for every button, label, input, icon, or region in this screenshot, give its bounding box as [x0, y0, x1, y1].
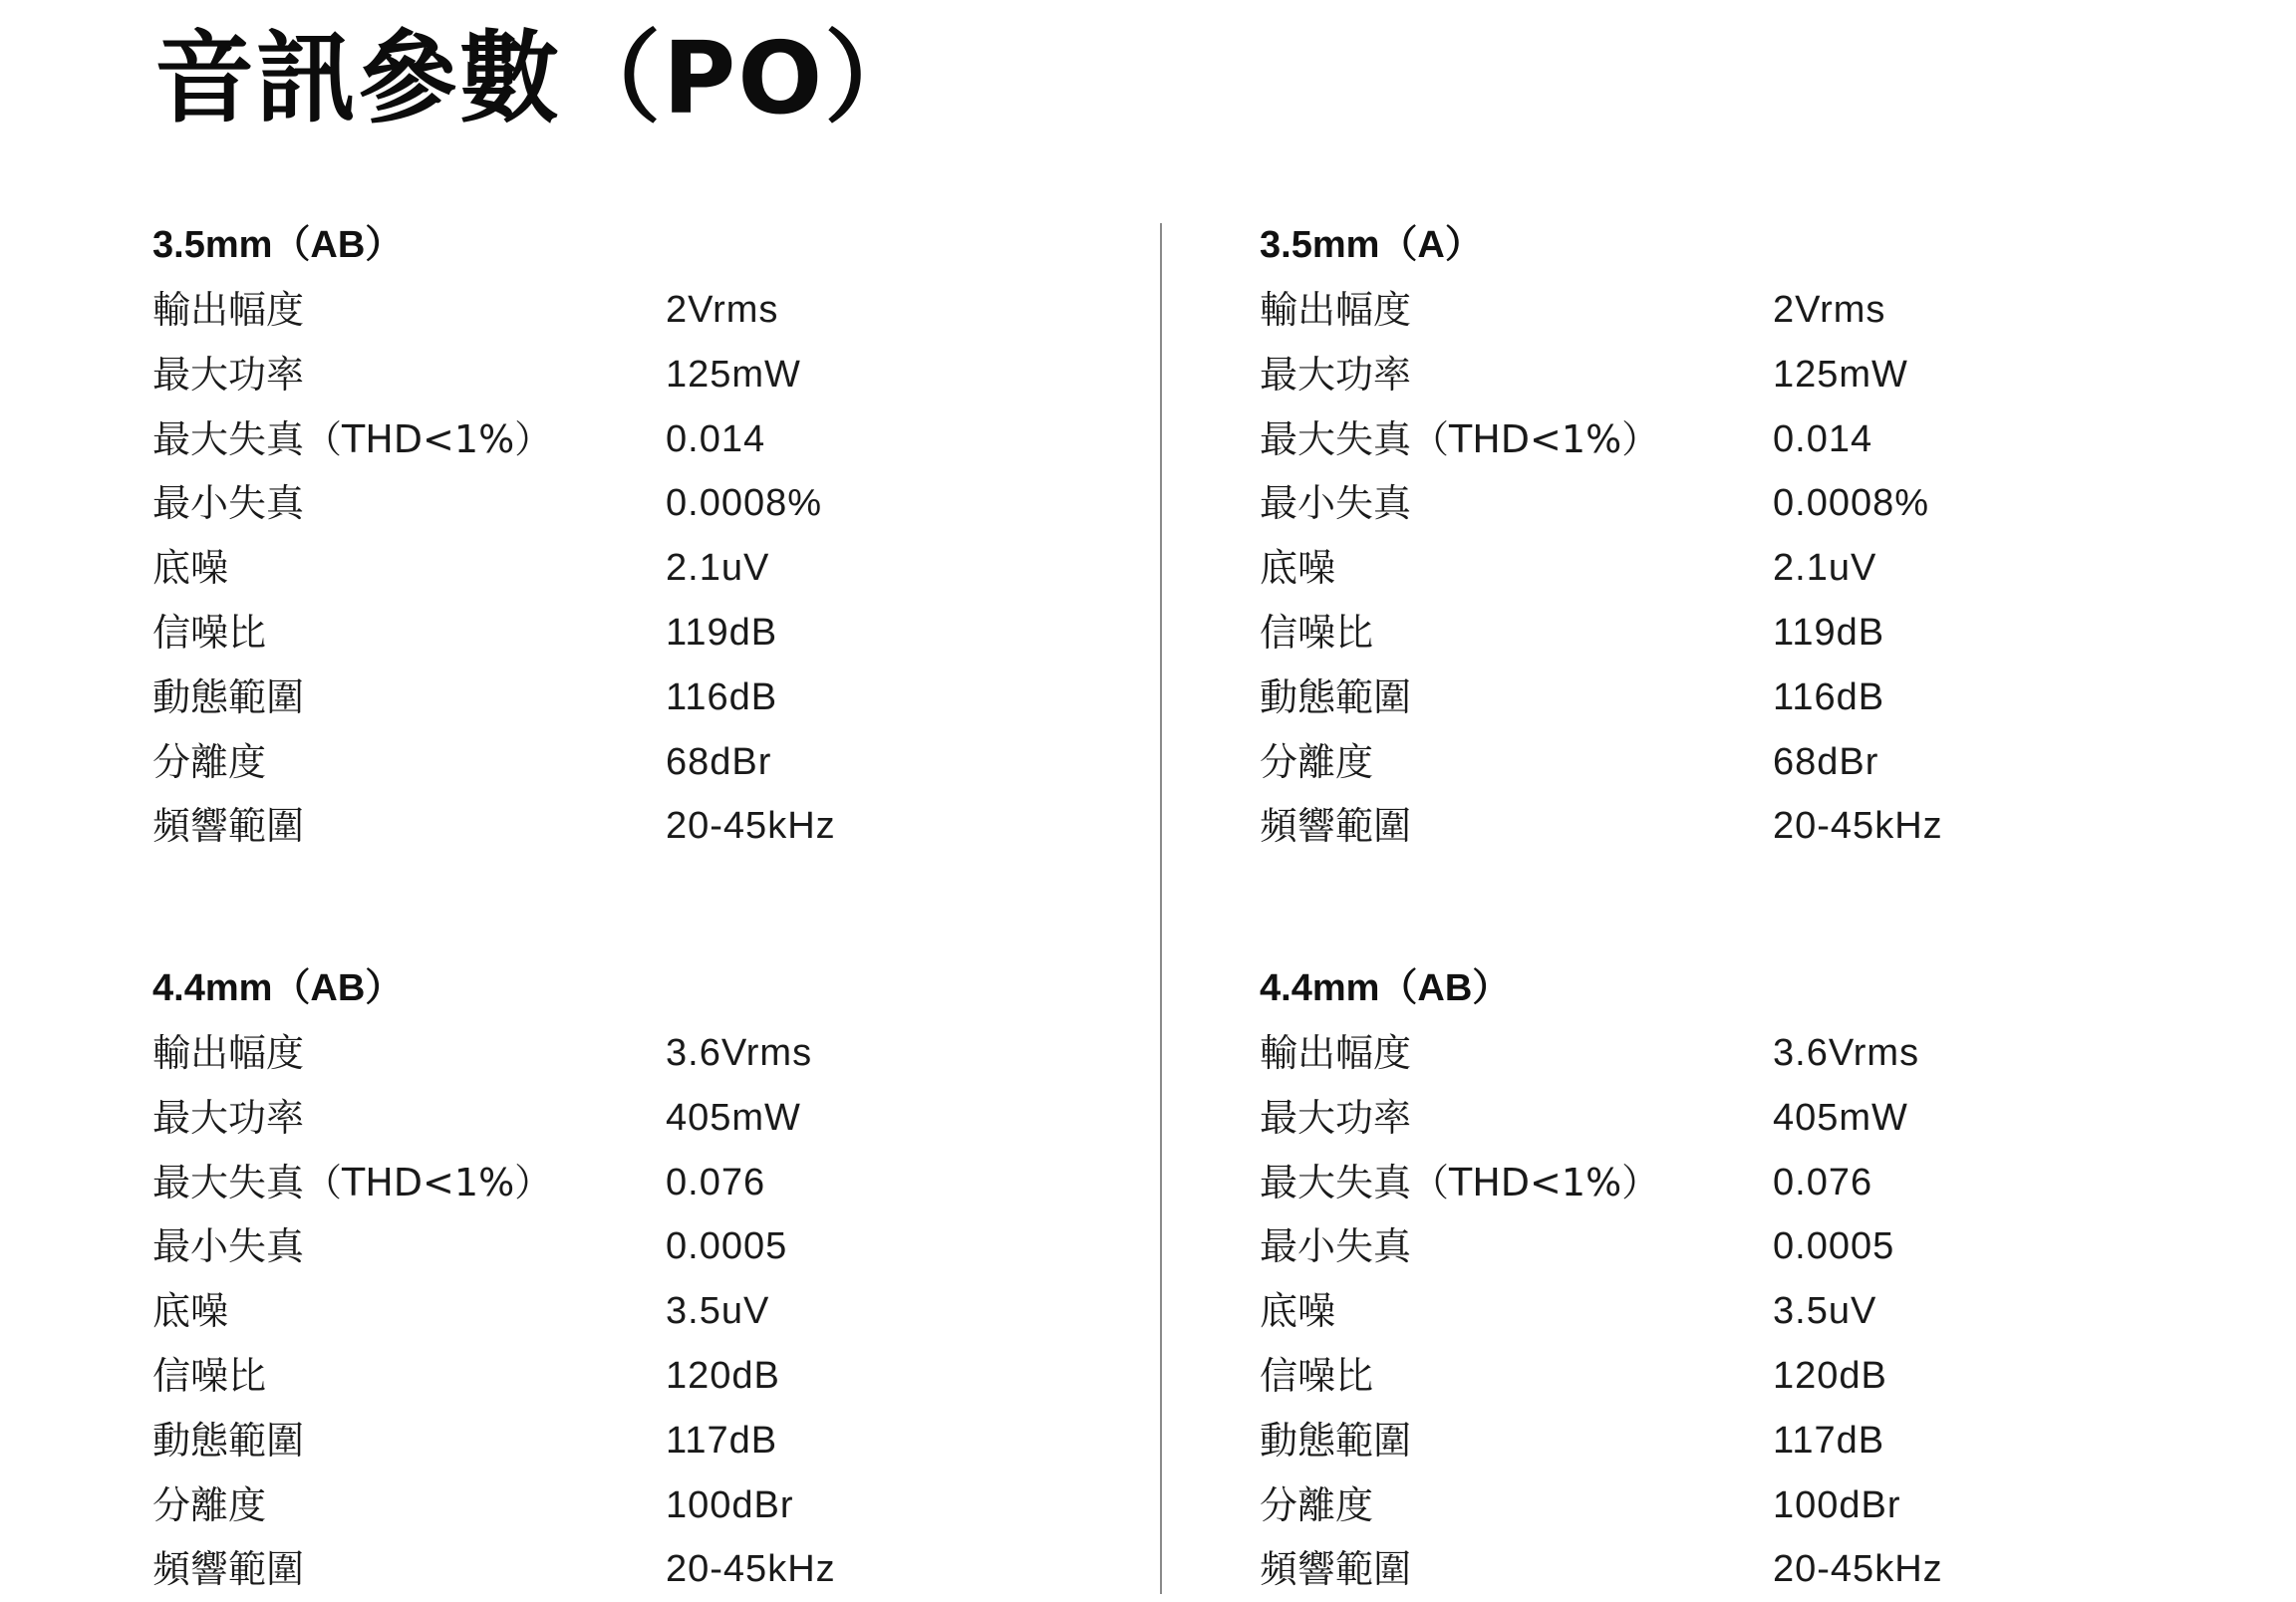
- spec-value: 0.014: [1773, 417, 1873, 460]
- spec-row: [152, 1021, 1049, 1086]
- section-heading: 4.4mm（AB）: [1260, 967, 1511, 1009]
- spec-label: 最小失真: [1260, 481, 1412, 526]
- spec-row: [152, 1344, 1049, 1409]
- spec-value: 20-45kHz: [666, 805, 836, 848]
- spec-row: [152, 471, 1049, 536]
- spec-label: 動態範圍: [152, 1418, 305, 1463]
- spec-label: 頻響範圍: [1260, 1547, 1412, 1592]
- spec-label: 動態範圍: [152, 674, 305, 719]
- spec-label: 動態範圍: [1260, 674, 1412, 719]
- section-heading: 4.4mm（AB）: [152, 967, 404, 1009]
- spec-label: 最大失真（THD<1%）: [152, 416, 553, 461]
- spec-table: [152, 278, 1049, 859]
- spec-row: [1260, 1086, 2156, 1151]
- spec-value: 100dBr: [1773, 1483, 1901, 1526]
- spec-label: 最大功率: [152, 1095, 305, 1140]
- column-divider: [1160, 223, 1162, 1594]
- spec-value: 3.5uV: [1773, 1290, 1877, 1333]
- spec-label: 分離度: [152, 739, 267, 784]
- spec-table: [1260, 278, 2156, 859]
- spec-label: 信噪比: [1260, 610, 1374, 655]
- spec-row: [1260, 278, 2156, 343]
- spec-label: 底噪: [1260, 1289, 1336, 1334]
- spec-value: 116dB: [1773, 675, 1885, 718]
- spec-label: 輸出幅度: [152, 288, 305, 332]
- spec-value: 0.0005: [1773, 1225, 1895, 1268]
- spec-label: 頻響範圍: [152, 1547, 305, 1592]
- spec-value: 68dBr: [1773, 740, 1879, 783]
- spec-value: 120dB: [1773, 1354, 1887, 1397]
- spec-value: 405mW: [1773, 1096, 1908, 1139]
- spec-label: 輸出幅度: [152, 1031, 305, 1075]
- spec-label: 頻響範圍: [152, 804, 305, 849]
- spec-row: [152, 407, 1049, 472]
- spec-value: 3.5uV: [666, 1290, 770, 1333]
- spec-value: 20-45kHz: [1773, 805, 1943, 848]
- spec-section-4-4mm-ab-right: [1260, 956, 2156, 1602]
- spec-label: 信噪比: [152, 1353, 267, 1398]
- spec-value: 0.0008%: [1773, 482, 1930, 525]
- spec-label: 動態範圍: [1260, 1418, 1412, 1463]
- spec-value: 119dB: [1773, 611, 1885, 654]
- spec-label: 分離度: [1260, 1482, 1374, 1527]
- spec-section-3-5mm-a: [1260, 213, 2156, 859]
- spec-row: [1260, 1473, 2156, 1538]
- spec-value: 2.1uV: [1773, 547, 1877, 590]
- spec-row: [1260, 1409, 2156, 1473]
- spec-row: [152, 1409, 1049, 1473]
- spec-section-3-5mm-ab: [152, 213, 1049, 859]
- spec-row: [1260, 1021, 2156, 1086]
- spec-label: 最小失真: [152, 1224, 305, 1269]
- spec-row: [1260, 471, 2156, 536]
- spec-value: 117dB: [1773, 1419, 1885, 1462]
- spec-row: [1260, 407, 2156, 472]
- spec-value: 125mW: [1773, 353, 1908, 396]
- spec-value: 125mW: [666, 353, 801, 396]
- spec-row: [1260, 601, 2156, 666]
- spec-label: 最大功率: [1260, 352, 1412, 397]
- spec-value: 0.0005: [666, 1225, 788, 1268]
- page-title: 音訊參數（PO）: [154, 20, 927, 136]
- spec-section-4-4mm-ab-left: [152, 956, 1049, 1602]
- spec-row: [152, 536, 1049, 601]
- spec-row: [152, 1473, 1049, 1538]
- spec-label: 輸出幅度: [1260, 288, 1412, 332]
- spec-value: 20-45kHz: [1773, 1548, 1943, 1591]
- spec-label: 分離度: [152, 1482, 267, 1527]
- spec-row: [1260, 1344, 2156, 1409]
- spec-row: [1260, 1214, 2156, 1279]
- spec-row: [152, 730, 1049, 795]
- spec-row: [1260, 794, 2156, 859]
- spec-label: 分離度: [1260, 739, 1374, 784]
- spec-row: [152, 666, 1049, 730]
- spec-value: 2.1uV: [666, 547, 770, 590]
- spec-label: 最大功率: [1260, 1095, 1412, 1140]
- spec-label: 信噪比: [1260, 1353, 1374, 1398]
- spec-label: 最大失真（THD<1%）: [1260, 1160, 1660, 1204]
- spec-value: 68dBr: [666, 740, 772, 783]
- spec-value: 0.014: [666, 417, 766, 460]
- spec-row: [152, 1086, 1049, 1151]
- spec-value: 405mW: [666, 1096, 801, 1139]
- spec-row: [1260, 1151, 2156, 1215]
- spec-row: [1260, 1279, 2156, 1344]
- spec-row: [152, 794, 1049, 859]
- spec-row: [1260, 343, 2156, 407]
- spec-value: 116dB: [666, 675, 778, 718]
- spec-row: [152, 1151, 1049, 1215]
- spec-row: [152, 1214, 1049, 1279]
- section-heading: 3.5mm（A）: [1260, 224, 1483, 266]
- spec-value: 119dB: [666, 611, 778, 654]
- spec-label: 輸出幅度: [1260, 1031, 1412, 1075]
- spec-label: 底噪: [1260, 546, 1336, 591]
- spec-row: [1260, 1537, 2156, 1602]
- spec-table: [1260, 1021, 2156, 1602]
- spec-label: 頻響範圍: [1260, 804, 1412, 849]
- spec-label: 最大失真（THD<1%）: [152, 1160, 553, 1204]
- spec-row: [152, 1279, 1049, 1344]
- spec-row: [1260, 666, 2156, 730]
- section-heading: 3.5mm（AB）: [152, 224, 404, 266]
- spec-label: 信噪比: [152, 610, 267, 655]
- spec-value: 0.0008%: [666, 482, 823, 525]
- spec-value: 100dBr: [666, 1483, 794, 1526]
- spec-label: 最小失真: [1260, 1224, 1412, 1269]
- spec-label: 最小失真: [152, 481, 305, 526]
- spec-label: 底噪: [152, 1289, 229, 1334]
- spec-value: 117dB: [666, 1419, 778, 1462]
- spec-value: 0.076: [666, 1161, 766, 1203]
- spec-value: 0.076: [1773, 1161, 1873, 1203]
- spec-row: [152, 1537, 1049, 1602]
- spec-row: [152, 343, 1049, 407]
- spec-value: 20-45kHz: [666, 1548, 836, 1591]
- spec-value: 3.6Vrms: [1773, 1032, 1920, 1074]
- spec-value: 2Vrms: [1773, 289, 1886, 331]
- spec-label: 最大功率: [152, 352, 305, 397]
- spec-value: 120dB: [666, 1354, 780, 1397]
- spec-row: [152, 601, 1049, 666]
- spec-label: 最大失真（THD<1%）: [1260, 416, 1660, 461]
- spec-value: 3.6Vrms: [666, 1032, 813, 1074]
- spec-value: 2Vrms: [666, 289, 779, 331]
- spec-row: [1260, 730, 2156, 795]
- spec-row: [152, 278, 1049, 343]
- spec-label: 底噪: [152, 546, 229, 591]
- spec-table: [152, 1021, 1049, 1602]
- spec-row: [1260, 536, 2156, 601]
